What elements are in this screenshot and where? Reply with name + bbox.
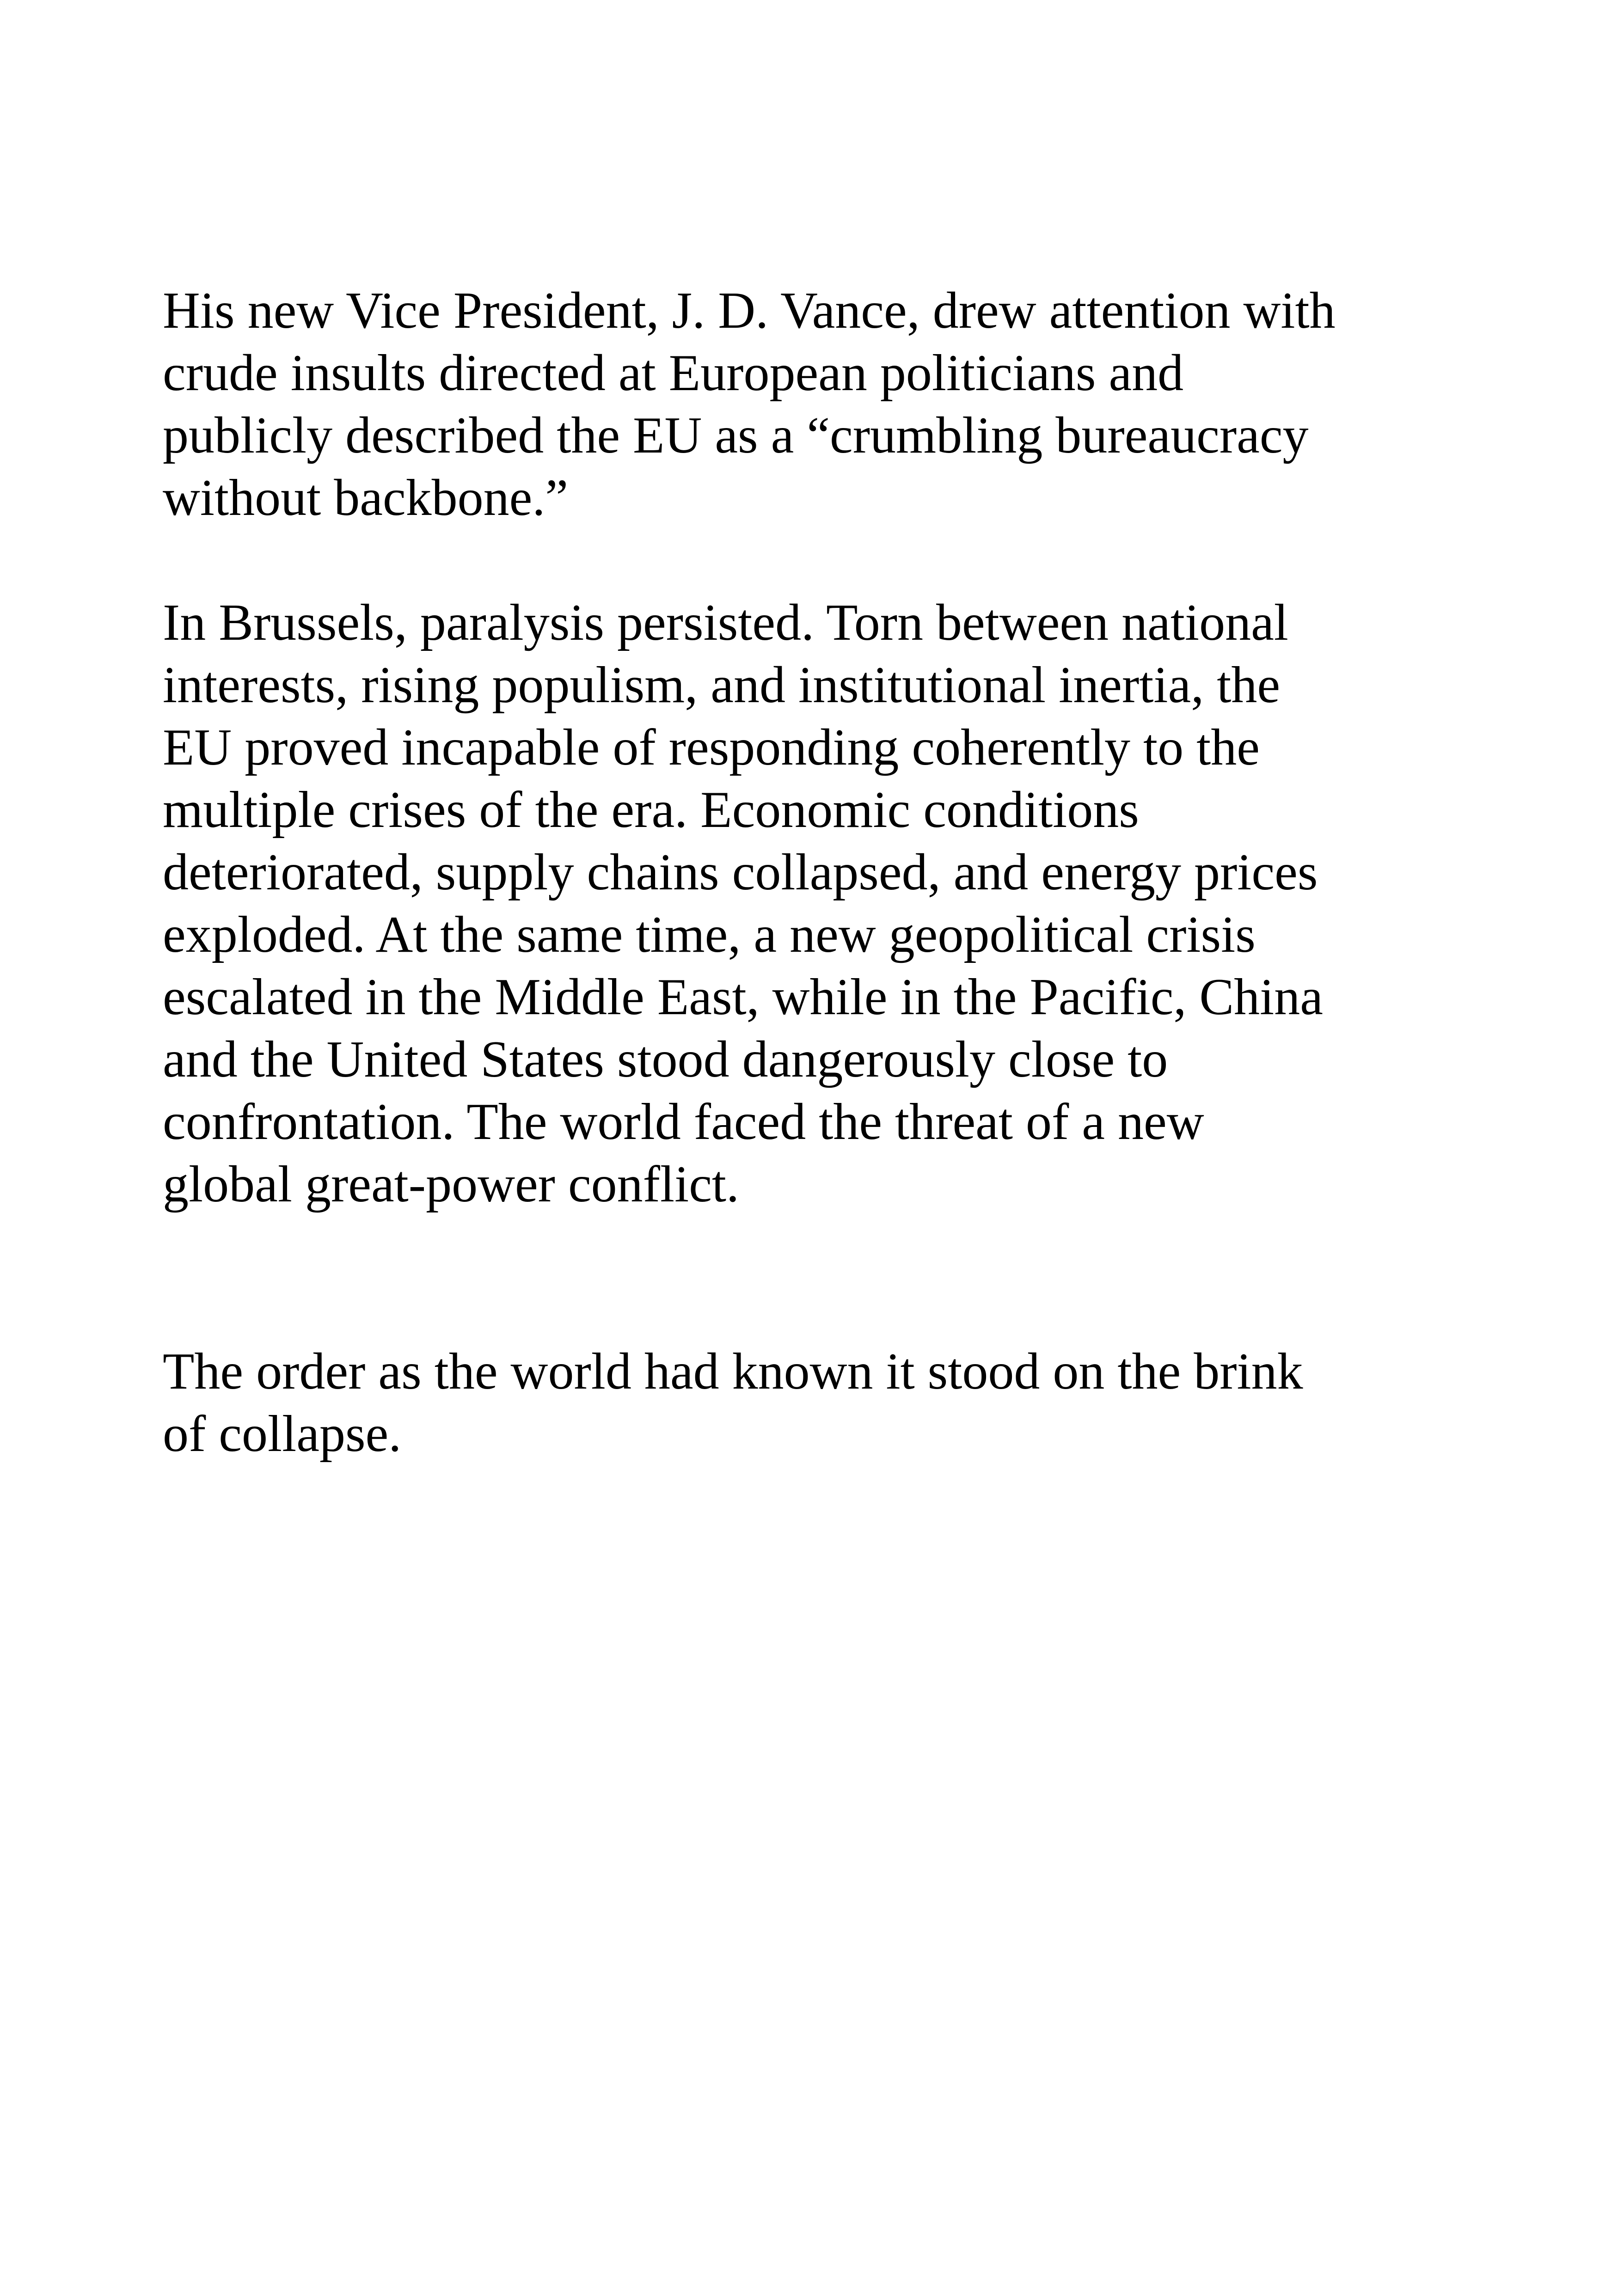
- paragraph-brussels: In Brussels, paralysis persisted. Torn between national interests, rising populism, and institutional inertia, the EU proved incapable of responding coherently to the multiple crises of the era. Economic conditions deteriorated, supply chains collapsed, and energy prices exploded. At the same time, a new geopolitical crisis escalated in the Middle East, while in the Pacific, China and the United States stood dangerously close to confrontation. The world faced the threat of a new global great-power conflict.: [163, 594, 1323, 1213]
- paragraph-order-collapse: The order as the world had known it stood on the brink of collapse.: [163, 1343, 1303, 1463]
- body-text: [163, 217, 1457, 1528]
- paragraph-vance: His new Vice President, J. D. Vance, drew attention with crude insults directed at European politicians and publicly described the EU as a “crumbling bureaucracy without backbone.”: [163, 282, 1336, 527]
